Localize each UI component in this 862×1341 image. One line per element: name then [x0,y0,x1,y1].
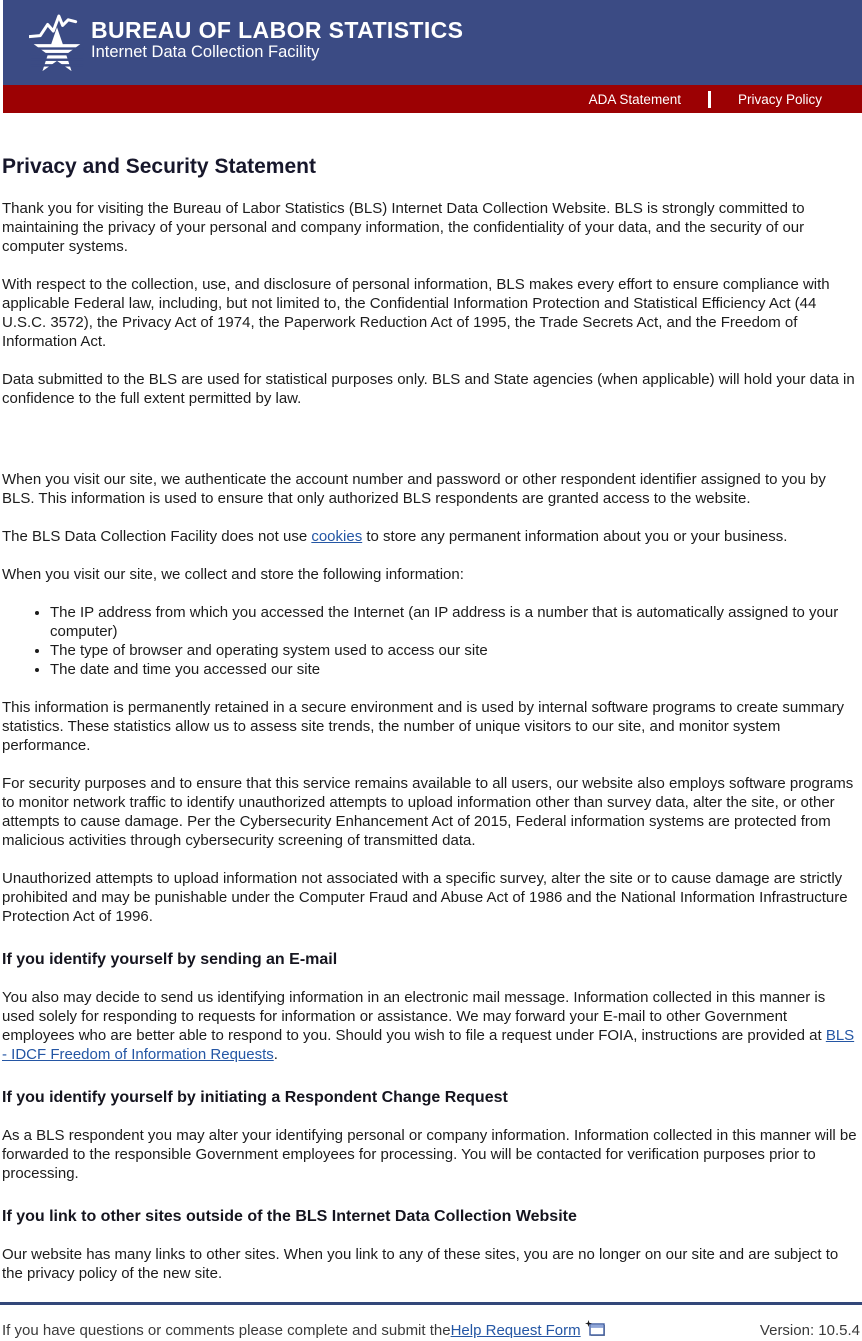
nav-separator [708,91,711,108]
main-content [0,155,862,1283]
ada-statement-link[interactable]: ADA Statement [588,91,681,107]
cookies-text-before: The BLS Data Collection Facility does not use [2,528,312,545]
list-item: • The date and time you accessed our site [50,660,860,679]
cookies-text-after: to store any permanent information about you or your business. [362,528,788,545]
list-item: • The IP address from which you accessed the Internet (an IP address is a number that is automatically assigned to your computer) [50,603,860,641]
top-nav-bar [3,85,862,113]
help-request-form-link[interactable] [451,1320,606,1341]
paragraph-other-sites: Our website has many links to other sites. When you link to any of these sites, you are no longer on our site and are subject to the privacy policy of the new site. [2,1246,839,1282]
paragraph-gap [2,427,860,451]
heading-email: If you identify yourself by sending an E-mail [2,951,338,968]
heading-other-sites: If you link to other sites outside of the BLS Internet Data Collection Website [2,1208,577,1225]
collected-info-list [2,603,860,679]
version-label: Version: 10.5.4 [759,1322,860,1339]
paragraph-email [2,988,860,1064]
header-title: BUREAU OF LABOR STATISTICS [91,17,464,43]
paragraph-security: For security purposes and to ensure that this service remains available to all users, our website also employs software programs to monitor network traffic to identify unauthorized attempts to upload information other than survey data, alter the site, or other attempts to cause damage. Per the Cybersecurity Enhancement Act of 2015, Federal information systems are protected from malicious activities through cybersecurity screening of transmitted data. [2,775,854,849]
list-item: • The type of browser and operating system used to access our site [50,641,860,660]
paragraph-federal-law: With respect to the collection, use, and disclosure of personal information, BLS makes every effort to ensure compliance with applicable Federal law, including, but not limited to, the Confidential Information Protection and Statistical Efficiency Act (44 U.S.C. 3572), the Privacy Act of 1974, the Paperwork Reduction Act of 1995, the Trade Secrets Act, and the Freedom of Information Act. [2,276,830,350]
header-banner [3,0,862,85]
paragraph-list-intro: When you visit our site, we collect and store the following information: [2,566,464,583]
privacy-policy-link[interactable]: Privacy Policy [737,91,822,107]
email-text-after: . [273,1046,278,1063]
cookies-link[interactable]: cookies [311,528,363,545]
page-title: Privacy and Security Statement [2,155,316,178]
paragraph-thanks: Thank you for visiting the Bureau of Labor Statistics (BLS) Internet Data Collection Website. BLS is strongly committed to maintaining the privacy of your personal and company information, the confidentiality of your data, and the security of our computer systems. [2,200,805,255]
help-request-form-label: Help Request Form [450,1322,581,1339]
footer [0,1305,862,1341]
heading-change-request: If you identify yourself by initiating a Respondent Change Request [2,1089,508,1106]
paragraph-cookies [2,527,860,546]
paragraph-authenticate: When you visit our site, we authenticate the account number and password or other respondent identifier assigned to you by BLS. This information is used to ensure that only authorized BLS respondents are granted access to the website. [2,471,826,507]
footer-text: If you have questions or comments please complete and submit the [2,1322,451,1339]
paragraph-retained: This information is permanently retained in a secure environment and is used by internal software programs to create summary statistics. These statistics allow us to assess site trends, the number of unique visitors to our site, and monitor system performance. [2,699,845,754]
paragraph-unauthorized: Unauthorized attempts to upload information not associated with a specific survey, alter the site or to cause damage are strictly prohibited and may be punishable under the Computer Fraud and Abuse Act of 1986 and the National Information Infrastructure Protection Act of 1996. [2,870,848,925]
bls-star-logo-icon [29,12,85,78]
email-text-before: You also may decide to send us identifying information in an electronic mail message. Information collected in this manner is used solely for responding to requests for information or assistance. We may forward your E-mail to other Government employees who are better able to respond to you. Should you wish to file a request under FOIA, instructions are provided at [2,989,826,1044]
paragraph-statistical: Data submitted to the BLS are used for statistical purposes only. BLS and State agencies (when applicable) will hold your data in confidence to the full extent permitted by law. [2,371,855,407]
paragraph-change-request: As a BLS respondent you may alter your identifying personal or company information. Information collected in this manner will be forwarded to the responsible Government employees for processing. You will be contacted for verification purposes prior to processing. [2,1127,857,1182]
foia-requests-link[interactable]: BLS - IDCF Freedom of Information Requests [2,1027,855,1063]
new-window-icon [585,1320,606,1341]
header-subtitle: Internet Data Collection Facility [91,43,320,61]
